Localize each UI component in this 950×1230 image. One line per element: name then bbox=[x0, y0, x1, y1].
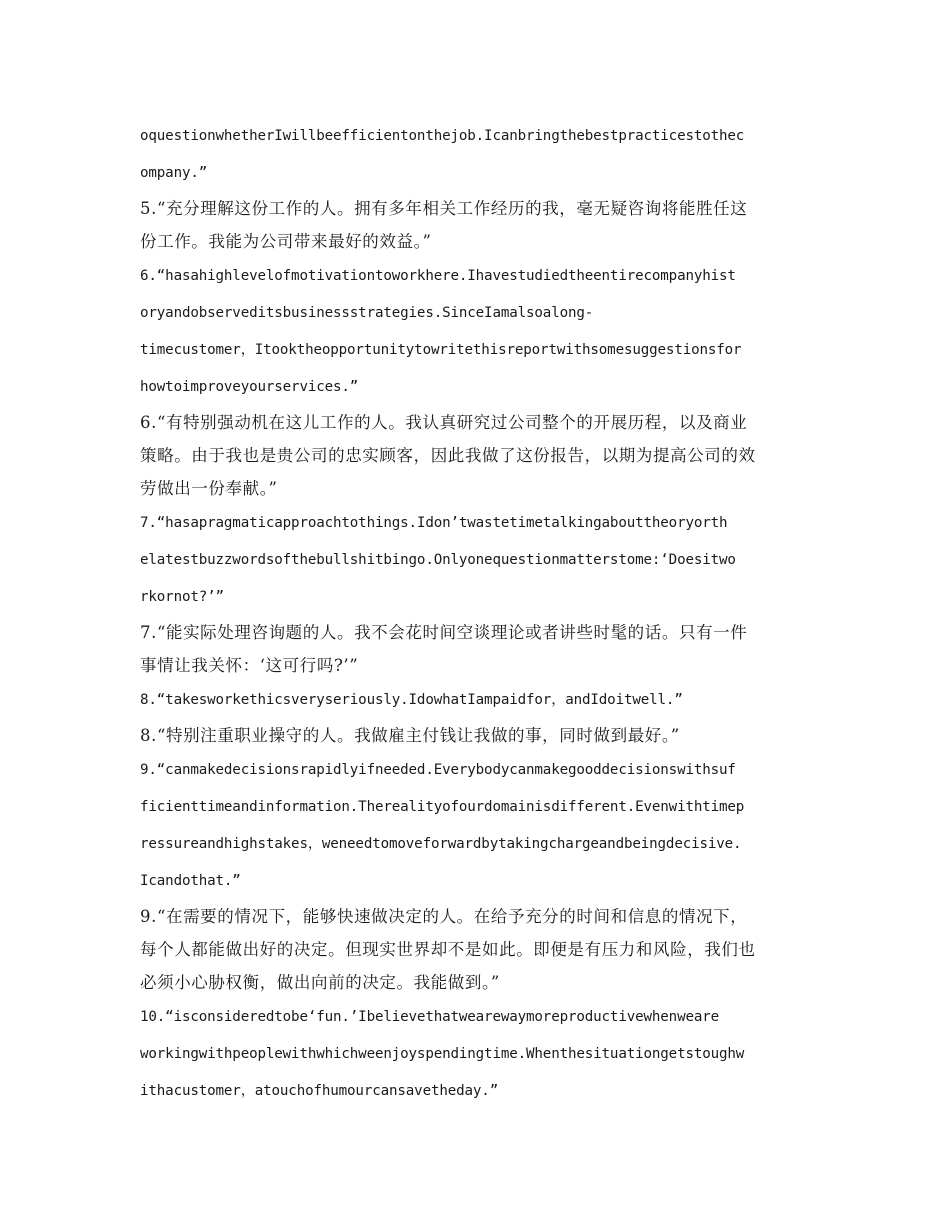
text-line: workingwithpeoplewithwhichweenjoyspendingtime.Whenthesituationgetstoughw bbox=[140, 1046, 745, 1062]
text-line: howtoimproveyourservices.” bbox=[140, 379, 359, 395]
text-line: oryandobserveditsbusinessstrategies.SinceIamalsoalong- bbox=[140, 305, 594, 321]
paragraph-zh bbox=[140, 406, 812, 505]
text-line: 10.“isconsideredtobe‘fun.’Ibelievethatwearewaymoreproductivewhenweare bbox=[140, 1009, 720, 1025]
paragraph-en bbox=[140, 258, 812, 406]
text-line: 7.“能实际处理咨询题的人。我不会花时间空谈理论或者讲些时髦的话。只有一件 bbox=[140, 623, 748, 642]
text-line: 7.“hasapragmaticapproachtothings.Idon’twastetimetalkingabouttheoryorth bbox=[140, 515, 728, 531]
text-line: 每个人都能做出好的决定。但现实世界却不是如此。即便是有压力和风险，我们也 bbox=[140, 940, 756, 959]
paragraph-zh bbox=[140, 192, 812, 258]
paragraph-en bbox=[140, 505, 812, 616]
text-line: ficienttimeandinformation.Therealityofourdomainisdifferent.Evenwithtimep bbox=[140, 799, 745, 815]
text-line: 6.“hasahighlevelofmotivationtoworkhere.Ihavestudiedtheentirecompanyhist bbox=[140, 268, 736, 284]
text-line: 策略。由于我也是贵公司的忠实顾客，因此我做了这份报告，以期为提高公司的效 bbox=[140, 446, 756, 465]
text-line: 份工作。我能为公司带来最好的效益。” bbox=[140, 232, 432, 251]
text-line: 必须小心胁权衡，做出向前的决定。我能做到。” bbox=[140, 973, 500, 992]
document-page bbox=[140, 118, 812, 1110]
paragraph-en bbox=[140, 752, 812, 900]
text-line: Icandothat.” bbox=[140, 873, 241, 889]
text-line: ompany.” bbox=[140, 165, 208, 181]
paragraph-en bbox=[140, 999, 812, 1110]
text-line: 5.“充分理解这份工作的人。拥有多年相关工作经历的我，毫无疑咨询将能胜任这 bbox=[140, 199, 748, 218]
text-line: 事情让我关怀：‘这可行吗?’” bbox=[140, 656, 359, 675]
text-line: 9.“canmakedecisionsrapidlyifneeded.Everybodycanmakegooddecisionswithsuf bbox=[140, 762, 736, 778]
text-line: oquestionwhetherIwillbeefficientonthejob.Icanbringthebestpracticestothec bbox=[140, 128, 745, 144]
text-line: ithacustomer，atouchofhumourcansavetheday.” bbox=[140, 1083, 499, 1099]
text-line: 8.“特别注重职业操守的人。我做雇主付钱让我做的事，同时做到最好。” bbox=[140, 726, 680, 745]
paragraph-zh bbox=[140, 616, 812, 682]
text-line: elatestbuzzwordsofthebullshitbingo.Onlyonequestionmatterstome:‘Doesitwo bbox=[140, 552, 736, 568]
text-line: 9.“在需要的情况下，能够快速做决定的人。在给予充分的时间和信息的情况下， bbox=[140, 907, 748, 926]
text-line: rkornot?’” bbox=[140, 589, 224, 605]
text-line: ressureandhighstakes，weneedtomoveforwardbytakingchargeandbeingdecisive. bbox=[140, 836, 742, 852]
paragraph-zh bbox=[140, 900, 812, 999]
paragraph-en bbox=[140, 682, 812, 719]
text-line: 8.“takesworkethicsveryseriously.IdowhatIampaidfor，andIdoitwell.” bbox=[140, 692, 683, 708]
text-line: 劳做出一份奉献。” bbox=[140, 479, 278, 498]
paragraph-en bbox=[140, 118, 812, 192]
text-line: 6.“有特别强动机在这儿工作的人。我认真研究过公司整个的开展历程，以及商业 bbox=[140, 413, 748, 432]
text-line: timecustomer，Itooktheopportunitytowritethisreportwithsomesuggestionsfor bbox=[140, 342, 742, 358]
paragraph-zh bbox=[140, 719, 812, 752]
